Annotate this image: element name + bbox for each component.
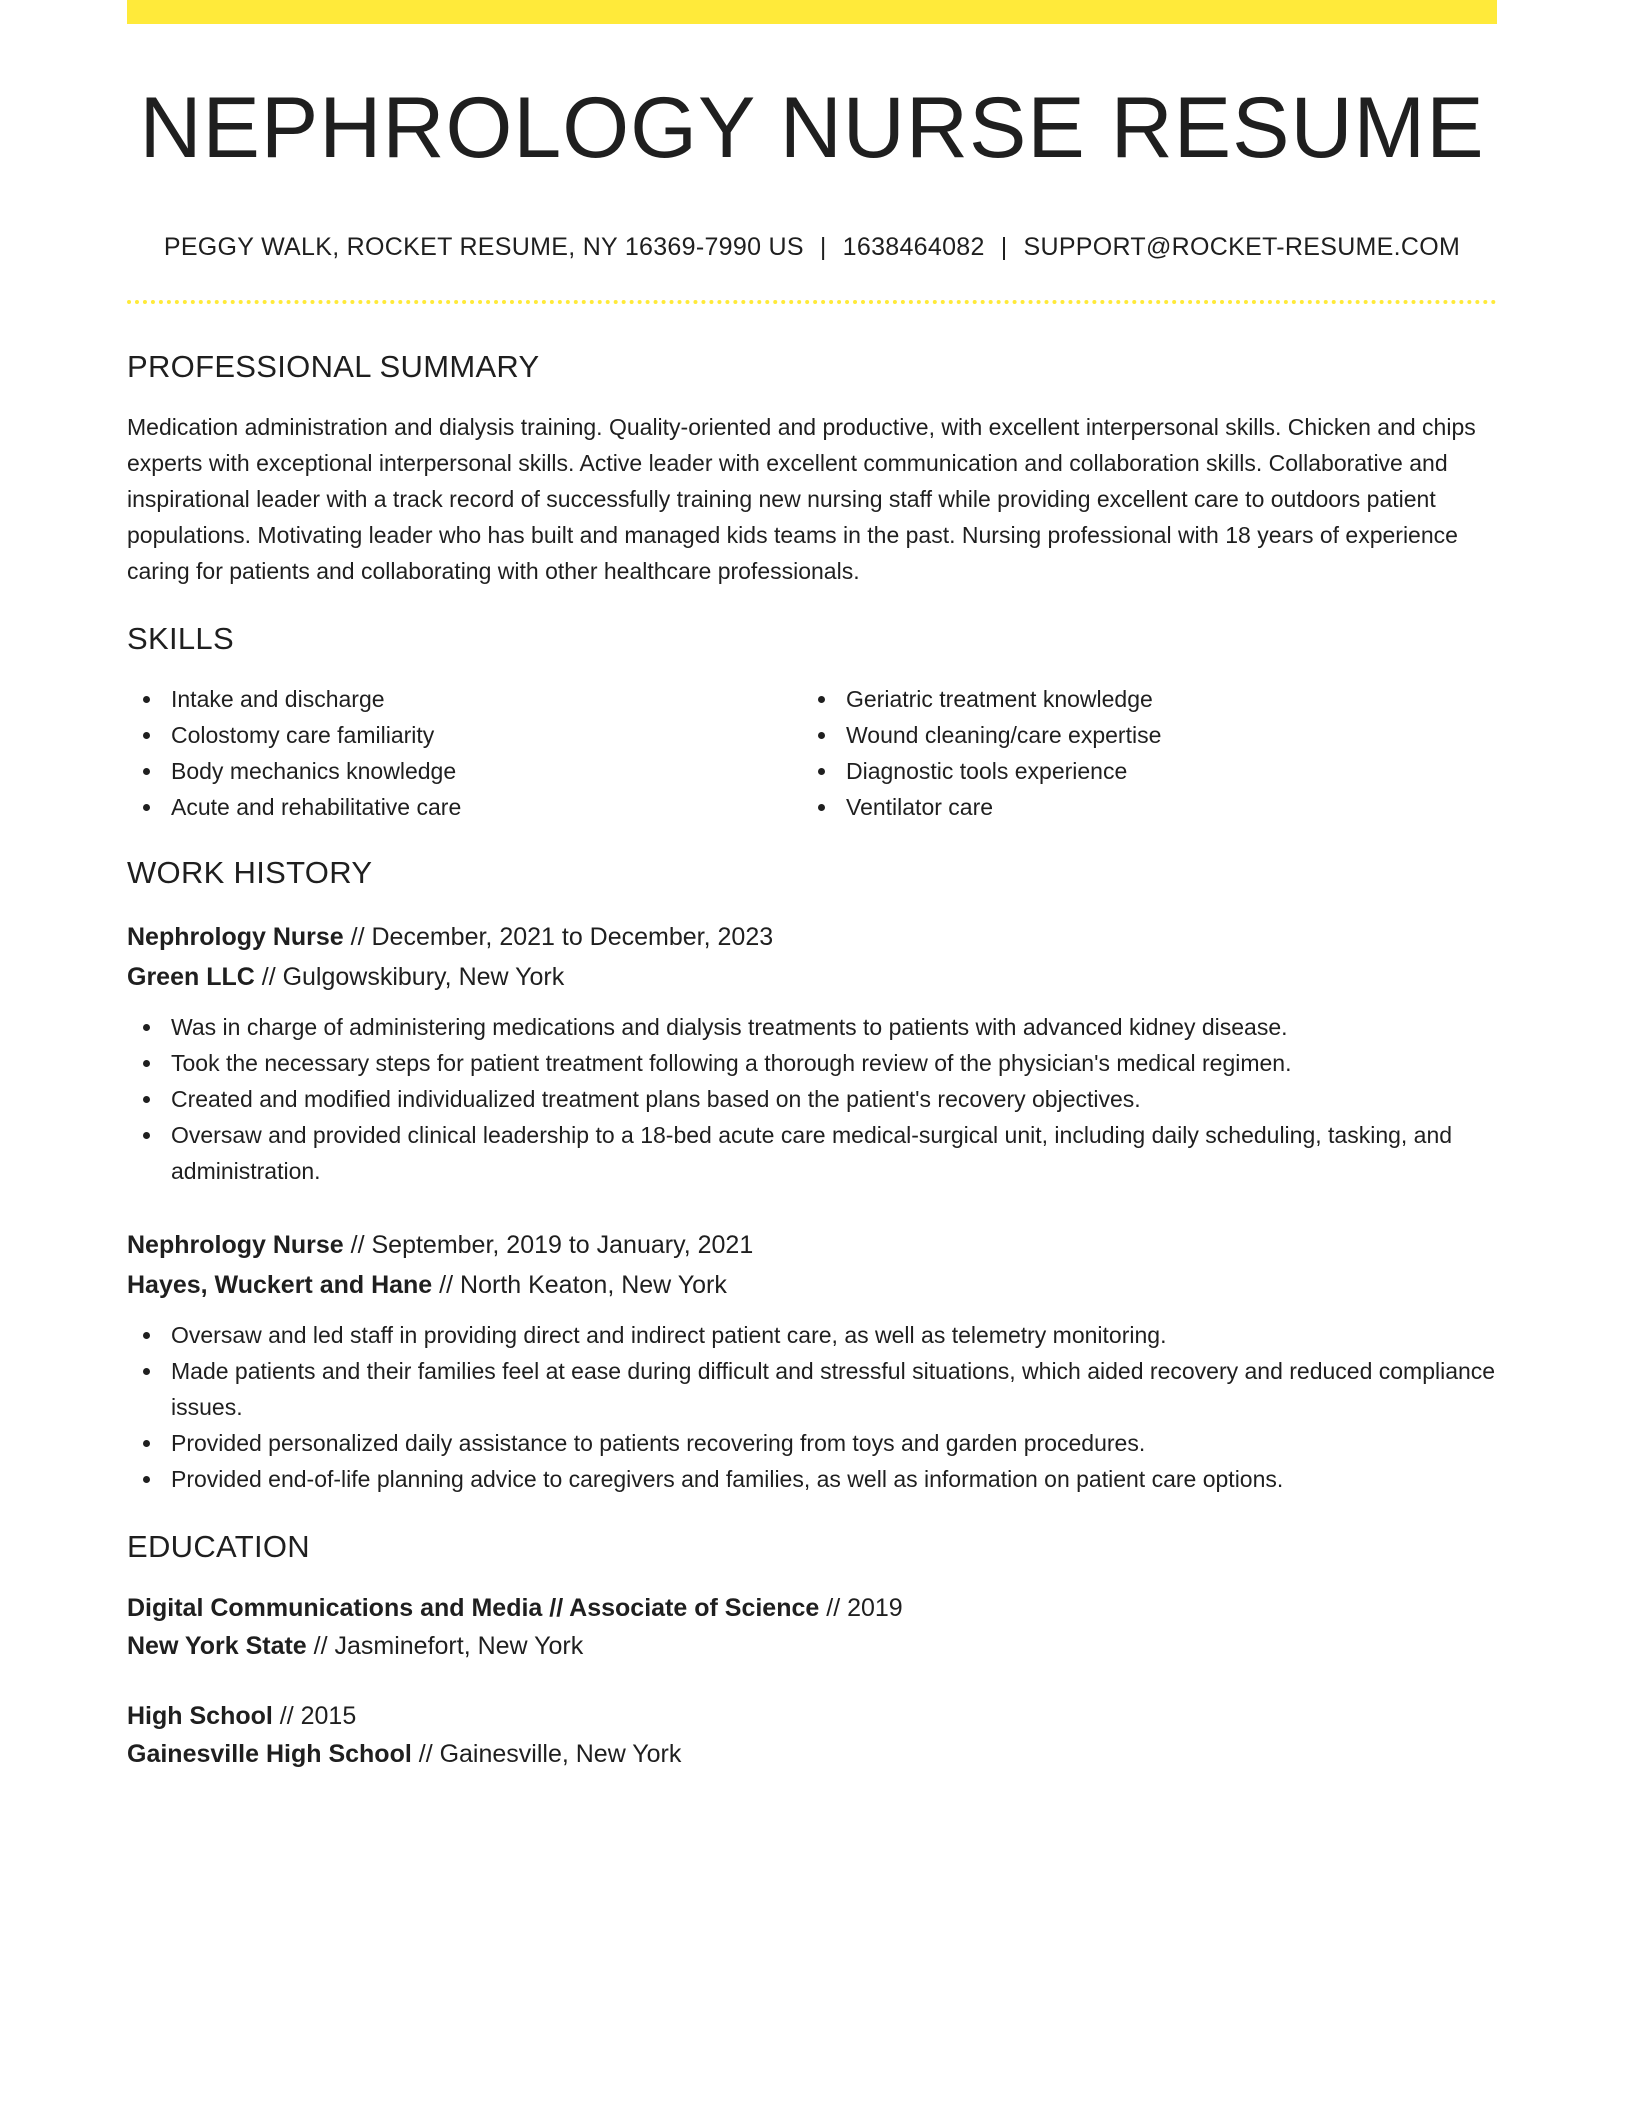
skills-column-left xyxy=(127,681,802,825)
education-entry xyxy=(127,1697,1497,1773)
skill-item: Intake and discharge xyxy=(127,681,802,717)
education-location: // Jasminefort, New York xyxy=(313,1632,584,1661)
job-title: Nephrology Nurse xyxy=(127,1231,344,1260)
summary-heading: PROFESSIONAL SUMMARY xyxy=(127,349,540,385)
job-company-line xyxy=(127,1265,1497,1305)
education-school: Gainesville High School xyxy=(127,1740,412,1769)
job-duty: Provided end-of-life planning advice to caregivers and families, as well as information on patient care options. xyxy=(127,1461,1497,1497)
job-entry xyxy=(127,1225,1497,1497)
skill-item: Ventilator care xyxy=(802,789,1477,825)
skill-item: Geriatric treatment knowledge xyxy=(802,681,1477,717)
contact-email: SUPPORT@ROCKET-RESUME.COM xyxy=(1023,233,1461,262)
job-duties-list xyxy=(127,1009,1497,1189)
skill-item: Body mechanics knowledge xyxy=(127,753,802,789)
dotted-divider xyxy=(127,300,1497,304)
accent-top-bar xyxy=(127,0,1497,24)
job-duty: Provided personalized daily assistance to patients recovering from toys and garden procedures. xyxy=(127,1425,1497,1461)
education-school-line xyxy=(127,1627,1497,1665)
skill-item: Colostomy care familiarity xyxy=(127,717,802,753)
job-location: // Gulgowskibury, New York xyxy=(261,963,565,992)
job-title-line xyxy=(127,1225,1497,1265)
job-location: // North Keaton, New York xyxy=(439,1271,727,1300)
job-duty: Took the necessary steps for patient treatment following a thorough review of the physician's medical regimen. xyxy=(127,1045,1497,1081)
skills-column-right xyxy=(802,681,1477,825)
education-year: // 2019 xyxy=(826,1594,903,1623)
job-title: Nephrology Nurse xyxy=(127,923,344,952)
job-duty: Oversaw and led staff in providing direct and indirect patient care, as well as telemetry monitoring. xyxy=(127,1317,1497,1353)
summary-text: Medication administration and dialysis training. Quality-oriented and productive, with excellent interpersonal skills. Chicken and chips experts with exceptional interpersonal skills. Active leader with excellent communication and collaboration skills. Collaborative and inspirational leader with a track record of successfully training new nursing staff while providing excellent care to outdoors patient populations. Motivating leader who has built and managed kids teams in the past. Nursing professional with 18 years of experience caring for patients and collaborating with other healthcare professionals. xyxy=(127,414,1476,585)
education-location: // Gainesville, New York xyxy=(418,1740,682,1769)
resume-page xyxy=(127,0,1497,1773)
job-entry xyxy=(127,917,1497,1189)
education-entry xyxy=(127,1589,1497,1665)
skill-item: Acute and rehabilitative care xyxy=(127,789,802,825)
contact-address: PEGGY WALK, ROCKET RESUME, NY 16369-7990 US xyxy=(163,233,804,262)
job-company: Hayes, Wuckert and Hane xyxy=(127,1271,433,1300)
education-year: // 2015 xyxy=(279,1702,357,1731)
skills-heading: SKILLS xyxy=(127,621,234,657)
job-company: Green LLC xyxy=(127,963,255,992)
education-degree-line xyxy=(127,1589,1497,1627)
education-heading: EDUCATION xyxy=(127,1529,310,1565)
education-degree: High School xyxy=(127,1702,273,1731)
job-title-line xyxy=(127,917,1497,957)
job-duty: Was in charge of administering medications and dialysis treatments to patients with advanced kidney disease. xyxy=(127,1009,1497,1045)
skill-item: Diagnostic tools experience xyxy=(802,753,1477,789)
contact-line xyxy=(127,233,1497,262)
work-history-heading: WORK HISTORY xyxy=(127,855,373,891)
education-degree: Digital Communications and Media // Associate of Science xyxy=(127,1594,820,1623)
education-school-line xyxy=(127,1735,1497,1773)
job-company-line xyxy=(127,957,1497,997)
job-duty: Oversaw and provided clinical leadership to a 18-bed acute care medical-surgical unit, including daily scheduling, tasking, and administration. xyxy=(127,1117,1497,1189)
job-duties-list xyxy=(127,1317,1497,1497)
skills-grid xyxy=(127,681,1497,825)
contact-separator: | xyxy=(819,233,827,262)
education-degree-line xyxy=(127,1697,1497,1735)
contact-separator: | xyxy=(1000,233,1008,262)
skill-item: Wound cleaning/care expertise xyxy=(802,717,1477,753)
job-duty: Made patients and their families feel at ease during difficult and stressful situations, which aided recovery and reduced compliance issues. xyxy=(127,1353,1497,1425)
document-title: NEPHROLOGY NURSE RESUME xyxy=(139,80,1485,176)
contact-phone: 1638464082 xyxy=(842,233,985,262)
job-duty: Created and modified individualized treatment plans based on the patient's recovery objectives. xyxy=(127,1081,1497,1117)
job-dates: // September, 2019 to January, 2021 xyxy=(350,1231,754,1260)
job-dates: // December, 2021 to December, 2023 xyxy=(350,923,774,952)
education-school: New York State xyxy=(127,1632,307,1661)
